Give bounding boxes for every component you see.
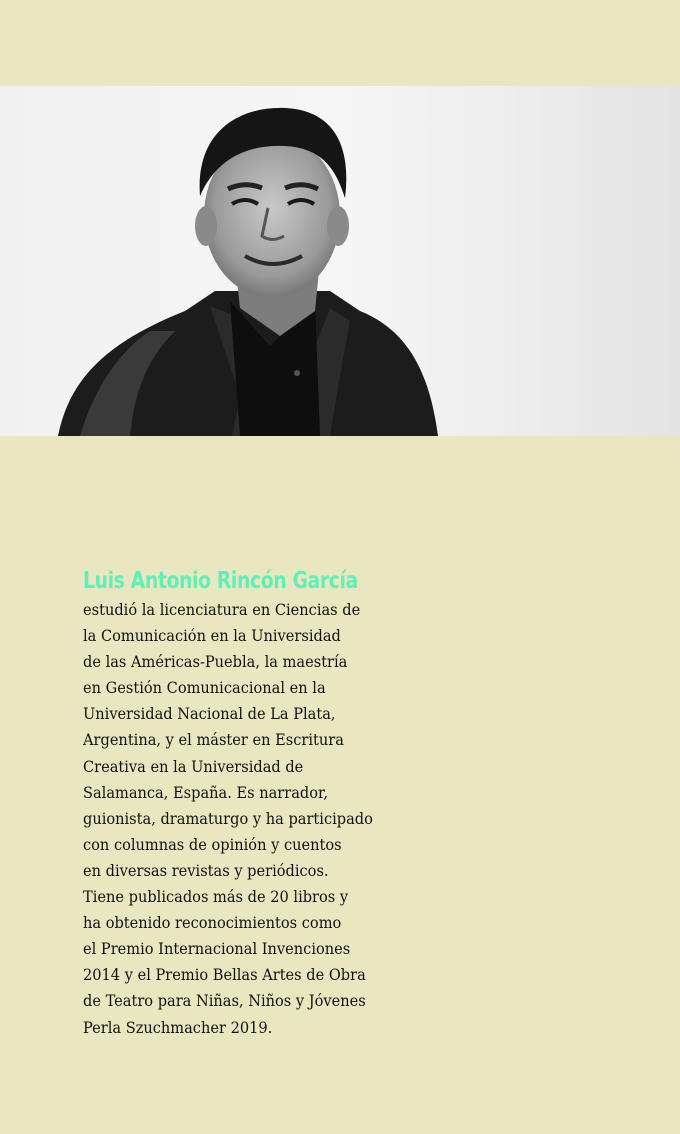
author-photo <box>0 86 680 436</box>
bio-text <box>83 597 423 1041</box>
author-name: Luis Antonio Rincón García <box>83 568 358 594</box>
bio-line: de Teatro para Niñas, Niños y Jóvenes <box>83 992 366 1011</box>
bio-line: la Comunicación en la Universidad <box>83 627 341 646</box>
author-portrait-icon <box>0 86 680 436</box>
bio-line: Perla Szuchmacher 2019. <box>83 1018 273 1037</box>
bio-line: estudió la licenciatura en Ciencias de <box>83 601 361 619</box>
bio-line: Salamanca, España. Es narrador, <box>83 783 329 802</box>
bio-line: ha obtenido reconocimientos como <box>83 914 342 933</box>
bio-line: con columnas de opinión y cuentos <box>83 835 342 854</box>
bio-line: Tiene publicados más de 20 libros y <box>83 888 349 907</box>
bio-line: Universidad Nacional de La Plata, <box>83 705 336 724</box>
bio-line: en diversas revistas y periódicos. <box>83 861 329 880</box>
bio-line: Argentina, y el máster en Escritura <box>83 731 344 750</box>
bio-line: Creativa en la Universidad de <box>83 757 304 776</box>
bio-line: el Premio Internacional Invenciones <box>83 940 351 959</box>
bio-line: en Gestión Comunicacional en la <box>83 679 326 698</box>
bio-line: guionista, dramaturgo y ha participado <box>83 809 373 828</box>
bio-line: de las Américas-Puebla, la maestría <box>83 653 348 672</box>
author-bio <box>83 565 423 1041</box>
bio-line: 2014 y el Premio Bellas Artes de Obra <box>83 966 366 985</box>
